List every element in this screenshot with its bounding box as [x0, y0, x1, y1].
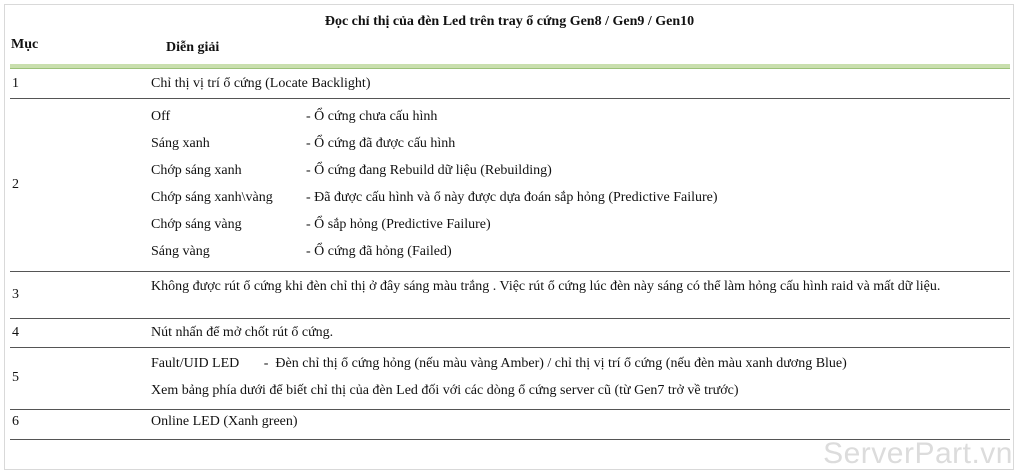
row-6-number: 6 [12, 414, 19, 429]
row-divider [10, 271, 1010, 272]
row-divider [10, 347, 1010, 348]
row-3-number: 3 [12, 287, 19, 302]
led-state-amber: Sáng vàng [151, 244, 210, 259]
row-1-number: 1 [12, 76, 19, 91]
column-header-muc: Mục [11, 37, 39, 52]
row-divider [10, 318, 1010, 319]
row-3-text: Không được rút ổ cứng khi đèn chỉ thị ở đây sáng màu trắng . Việc rút ổ cứng lúc đèn này sáng có thể làm hỏng cấu hình raid và mất dữ liệu. [151, 279, 941, 294]
header-divider [10, 64, 1010, 69]
led-state-off: Off [151, 109, 171, 124]
row-4-text: Nút nhấn để mở chốt rút ổ cứng. [151, 325, 334, 340]
column-header-dien-giai: Diễn giải [166, 40, 220, 55]
led-state-blink-green-amber: Chớp sáng xanh\vàng [151, 190, 273, 205]
led-state-off-desc: - Ổ cứng chưa cấu hình [306, 109, 438, 124]
row-5-number: 5 [12, 370, 19, 385]
table-title: Đọc chỉ thị của đèn Led trên tray ổ cứng Gen8 / Gen9 / Gen10 [324, 14, 695, 29]
brand-watermark: ServerPart.vn [823, 437, 1013, 470]
led-state-amber-desc: - Ổ cứng đã hỏng (Failed) [306, 244, 452, 259]
led-state-blink-green-desc: - Ổ cứng đang Rebuild dữ liệu (Rebuilding) [306, 163, 552, 178]
row-5-line-1: Fault/UID LED - Đèn chỉ thị ổ cứng hỏng (nếu màu vàng Amber) / chỉ thị vị trí ổ cứng (nếu đèn màu xanh dương Blue) [151, 356, 847, 371]
led-state-green-desc: - Ổ cứng đã được cấu hình [306, 136, 456, 151]
row-divider [10, 98, 1010, 99]
row-divider [10, 409, 1010, 410]
led-state-blink-amber: Chớp sáng vàng [151, 217, 242, 232]
led-state-green: Sáng xanh [151, 136, 210, 151]
row-2-number: 2 [12, 177, 19, 192]
table-frame [4, 4, 1014, 470]
led-state-blink-amber-desc: - Ổ sắp hỏng (Predictive Failure) [306, 217, 491, 232]
row-6-text: Online LED (Xanh green) [151, 414, 298, 429]
row-4-number: 4 [12, 325, 19, 340]
led-state-blink-green: Chớp sáng xanh [151, 163, 242, 178]
row-5-line-2: Xem bảng phía dưới để biết chỉ thị của đèn Led đối với các dòng ổ cứng server cũ (từ Gen7 trở về trước) [151, 383, 739, 398]
led-state-blink-green-amber-desc: - Đã được cấu hình và ổ này được dựa đoán sắp hỏng (Predictive Failure) [306, 190, 718, 205]
row-1-text: Chỉ thị vị trí ổ cứng (Locate Backlight) [151, 76, 371, 91]
